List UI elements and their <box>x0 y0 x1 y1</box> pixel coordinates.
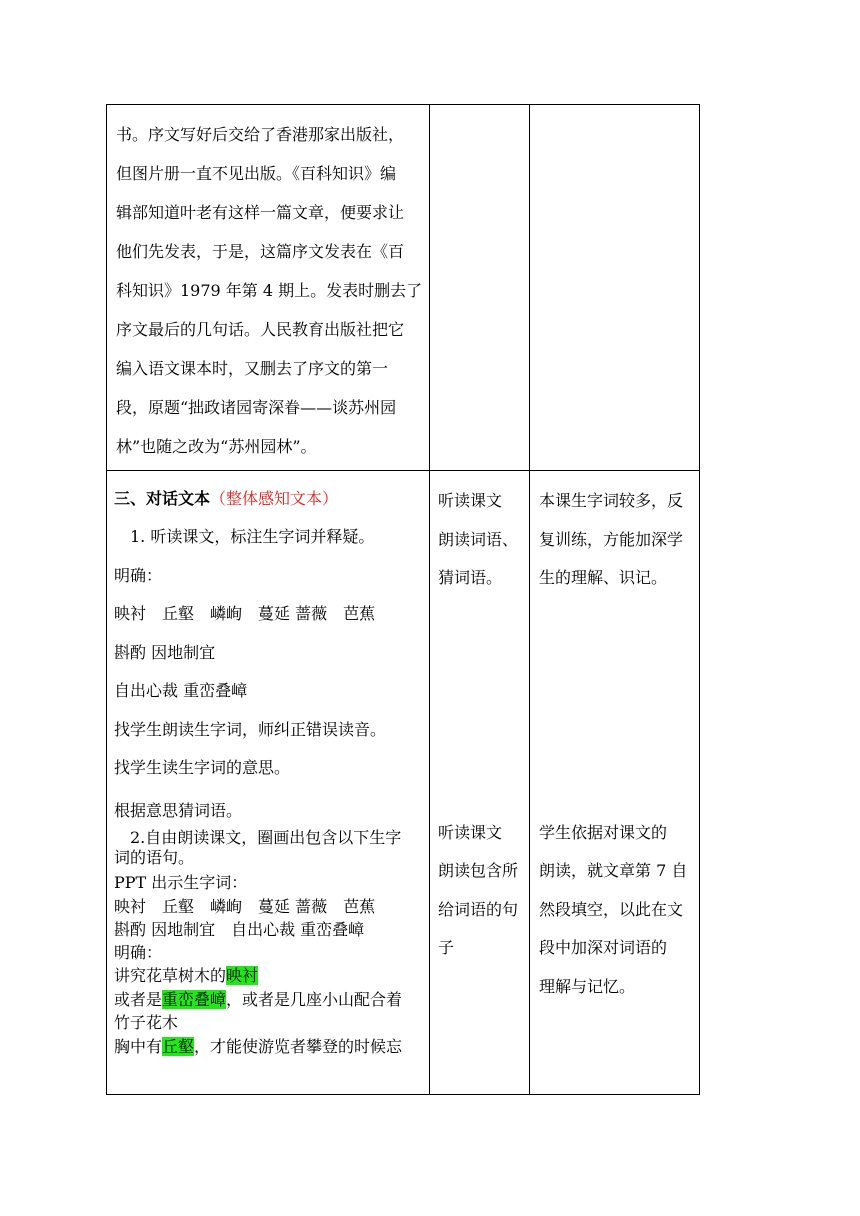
student-activity-b: 听读课文 朗读包含所 给词语的句 子 <box>438 822 519 957</box>
student-activity-cell <box>430 471 530 1095</box>
task-line: 找学生读生字词的意思。 <box>114 758 291 777</box>
sentence-line: 胸中有丘壑，才能使游览者攀登的时候忘 <box>114 1037 403 1056</box>
sentence-line: 讲究花草树木的映衬 <box>114 966 259 985</box>
student-activity-cell <box>430 105 530 471</box>
text-line: 他们先发表，于是，这篇序文发表在《百 <box>116 242 405 261</box>
highlighted-word: 重峦叠嶂 <box>162 990 227 1009</box>
word-list: 自出心裁 重峦叠嶂 <box>114 681 248 700</box>
clarify-label: 明确： <box>114 565 163 585</box>
text-line: 序文最后的几句话。人民教育出版社把它 <box>116 320 405 339</box>
sentence-line: 竹子花木 <box>114 1013 179 1032</box>
word-list: 映衬 丘壑 嶙峋 蔓延 蔷薇 芭蕉 <box>114 897 376 916</box>
ppt-label: PPT 出示生字词： <box>114 873 248 892</box>
text-line: 编入语文课本时，又删去了序文的第一 <box>116 359 389 378</box>
text-line: 但图片册一直不见出版。《百科知识》编 <box>116 164 397 183</box>
teaching-content-cell <box>107 471 430 1095</box>
word-list: 映衬 丘壑 嶙峋 蔓延 蔷薇 芭蕉 <box>114 604 376 623</box>
step-item: 1. 听读课文，标注生字词并释疑。 <box>130 527 375 546</box>
step-item: 2.自由朗读课文，圈画出包含以下生字 <box>130 828 402 847</box>
task-line: 找学生朗读生字词，师纠正错误读音。 <box>114 719 387 739</box>
student-activity-a: 听读课文 朗读词语、 猜词语。 <box>438 491 519 587</box>
highlighted-word: 映衬 <box>226 966 259 985</box>
word-list: 斟酌 因地制宜 自出心裁 重峦叠嶂 <box>114 920 365 939</box>
highlighted-word: 丘壑 <box>162 1037 195 1056</box>
design-intent-b: 学生依据对课文的 朗读，就文章第 7 自 然段填空，以此在文 段中加深对词语的 理解与记忆。 <box>539 822 688 996</box>
task-line: 根据意思猜词语。 <box>114 800 243 820</box>
text-line: 科知识》1979 年第 4 期上。发表时删去了 <box>116 281 423 300</box>
design-intent-a: 本课生字词较多，反 复训练，方能加深学 生的理解、识记。 <box>539 491 684 587</box>
clarify-label: 明确： <box>114 943 163 962</box>
table-row <box>107 471 700 1095</box>
design-intent-cell <box>530 105 700 471</box>
step-item: 词的语句。 <box>114 848 195 867</box>
lesson-plan-table <box>106 104 700 1095</box>
sentence-line: 或者是重峦叠嶂，或者是几座小山配合着 <box>114 990 403 1009</box>
text-line: 林”也随之改为“苏州园林”。 <box>116 437 317 456</box>
teaching-content-cell <box>107 105 430 471</box>
text-line: 书。序文写好后交给了香港那家出版社， <box>116 125 405 144</box>
text-line: 辑部知道叶老有这样一篇文章，便要求让 <box>116 203 405 222</box>
section-heading-note: （整体感知文本） <box>210 489 339 508</box>
section-heading: 三、对话文本 <box>114 489 211 508</box>
word-list: 斟酌 因地制宜 <box>114 642 216 662</box>
table-row <box>107 105 700 471</box>
design-intent-cell <box>530 471 700 1095</box>
text-line: 段，原题“拙政诸园寄深眷——谈苏州园 <box>116 398 397 417</box>
